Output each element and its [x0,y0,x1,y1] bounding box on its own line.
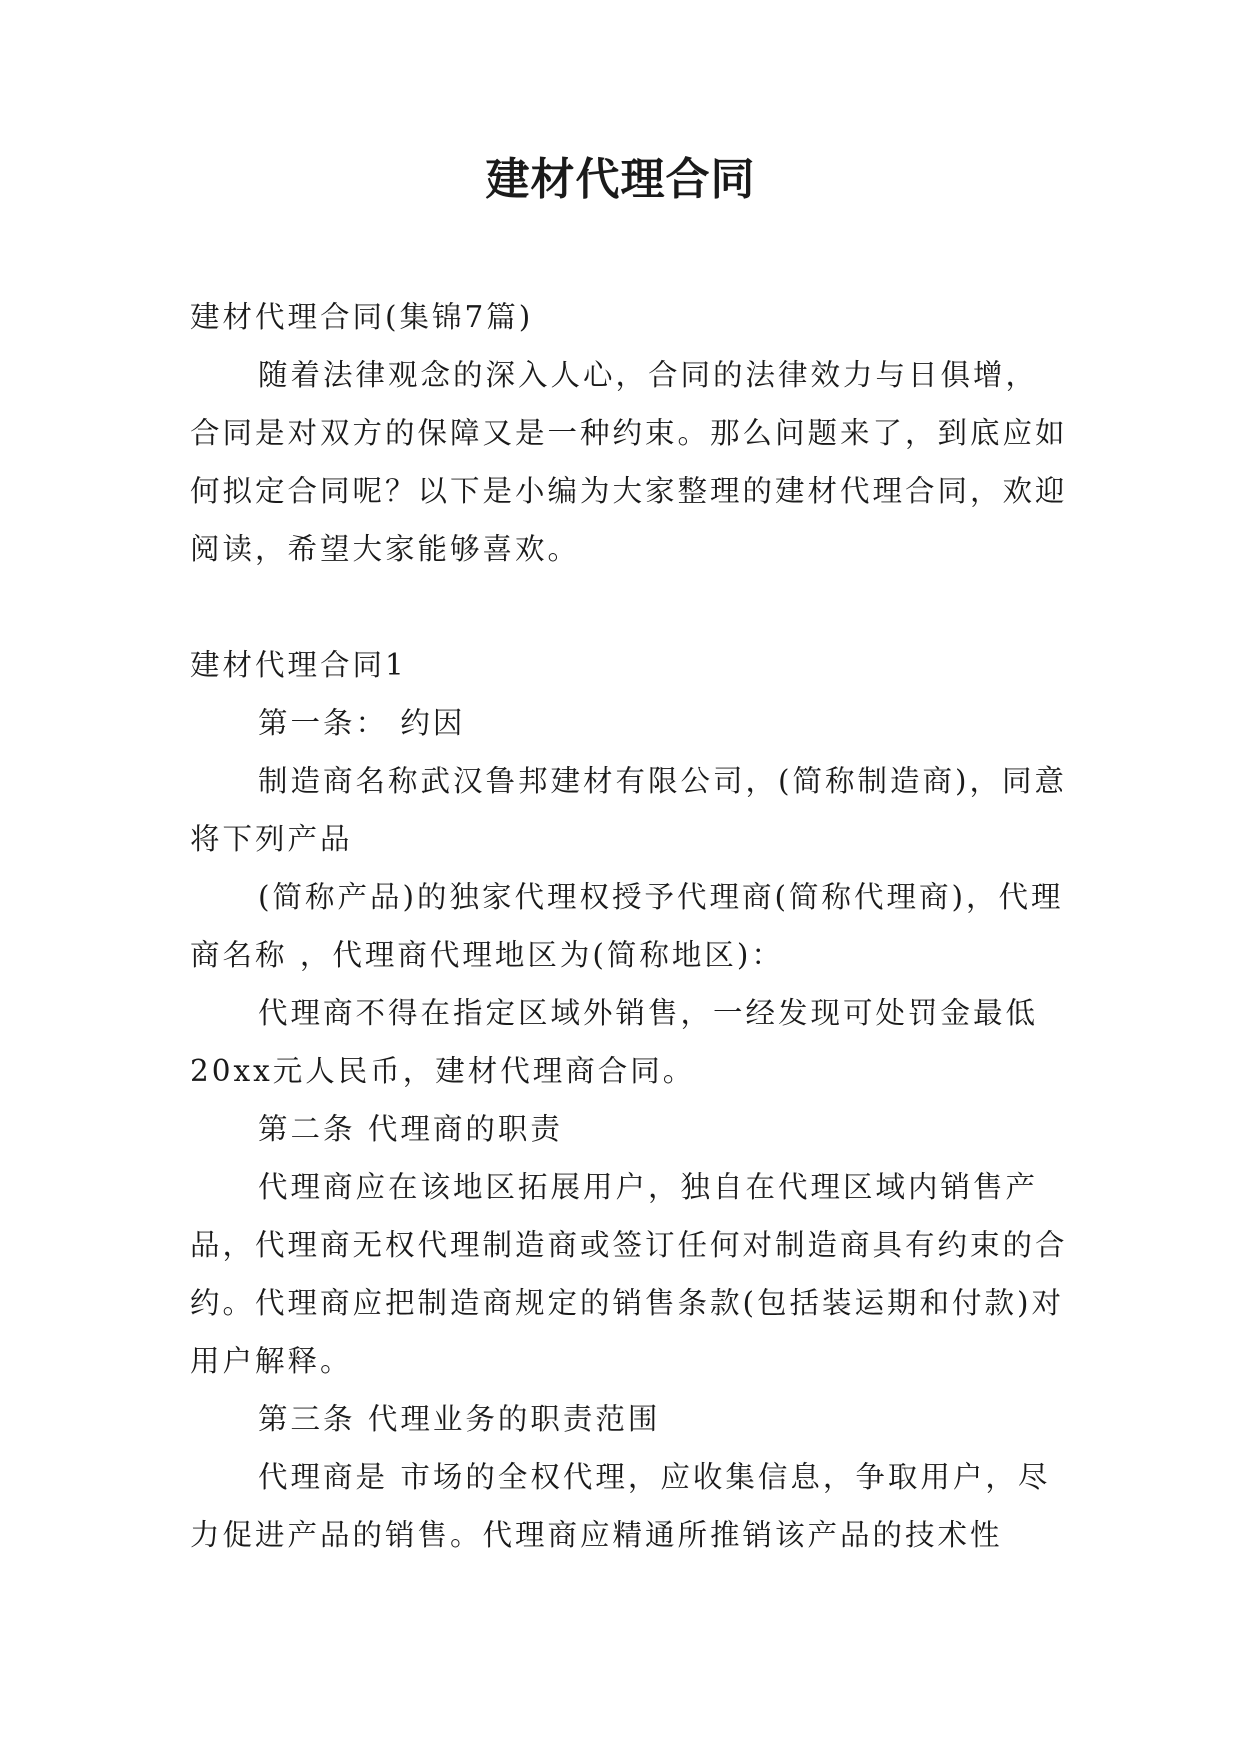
article-1-paragraph-2: (简称产品)的独家代理权授予代理商(简称代理商)，代理商名称 ，代理商代理地区为(简称地区)： [190,880,1064,972]
section-heading: 建材代理合同1 [190,648,407,682]
article-1-paragraph-3: 代理商不得在指定区域外销售，一经发现可处罚金最低20xx元人民币，建材代理商合同。 [190,996,1039,1088]
article-3-heading: 第三条 代理业务的职责范围 [258,1402,661,1436]
document-subtitle: 建材代理合同(集锦7篇) [190,300,534,334]
document-title: 建材代理合同 [485,154,756,205]
intro-paragraph: 随着法律观念的深入人心，合同的法律效力与日俱增，合同是对双方的保障又是一种约束。那么问题来了，到底应如何拟定合同呢？以下是小编为大家整理的建材代理合同，欢迎阅读，希望大家能够喜欢。 [190,358,1068,566]
article-1-heading: 第一条： 约因 [258,706,466,740]
section-gap [190,578,1070,636]
article-3-paragraph-1: 代理商是 市场的全权代理，应收集信息，争取用户，尽力促进产品的销售。代理商应精通所推销该产品的技术性 [190,1460,1051,1552]
article-2-paragraph-1: 代理商应在该地区拓展用户，独自在代理区域内销售产品，代理商无权代理制造商或签订任何对制造商具有约束的合约。代理商应把制造商规定的销售条款(包括装运期和付款)对用户解释。 [190,1170,1068,1378]
article-2-heading: 第二条 代理商的职责 [258,1112,563,1146]
article-1-paragraph-1: 制造商名称武汉鲁邦建材有限公司，(简称制造商)，同意将下列产品 [190,764,1068,856]
document-body [190,288,1070,1564]
